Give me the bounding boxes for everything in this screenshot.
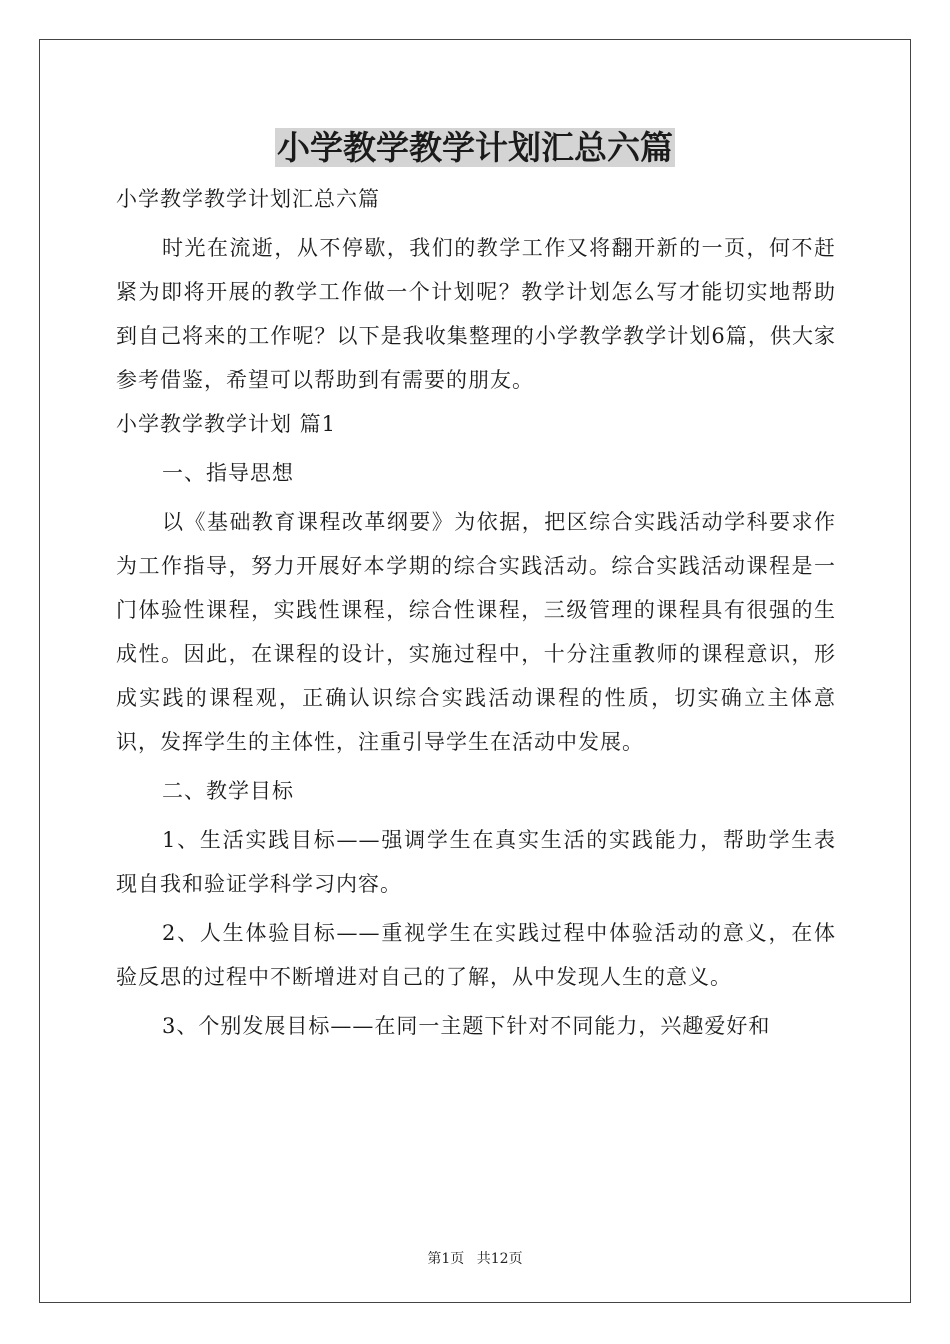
page-number: 第1页 bbox=[427, 1251, 465, 1267]
intro-paragraph: 时光在流逝，从不停歇，我们的教学工作又将翻开新的一页，何不赶紧为即将开展的教学工作做一个计划呢？教学计划怎么写才能切实地帮助到自己将来的工作呢？以下是我收集整理的小学教学教学计划6篇，供大家参考借鉴，希望可以帮助到有需要的朋友。 bbox=[116, 236, 836, 392]
goal-item-2: 2、人生体验目标——重视学生在实践过程中体验活动的意义，在体验反思的过程中不断增进对自己的了解，从中发现人生的意义。 bbox=[116, 921, 836, 989]
paragraph-guiding-ideology: 以《基础教育课程改革纲要》为依据，把区综合实践活动学科要求作为工作指导，努力开展好本学期的综合实践活动。综合实践活动课程是一门体验性课程，实践性课程，综合性课程，三级管理的课程具有很强的生成性。因此，在课程的设计，实施过程中，十分注重教师的课程意识，形成实践的课程观，正确认识综合实践活动课程的性质，切实确立主体意识，发挥学生的主体性，注重引导学生在活动中发展。 bbox=[116, 510, 836, 754]
heading-teaching-goals: 二、教学目标 bbox=[162, 779, 294, 803]
heading-guiding-ideology: 一、指导思想 bbox=[162, 461, 294, 485]
document-subtitle: 小学教学教学计划汇总六篇 bbox=[116, 187, 380, 211]
document-title-text: 小学教学教学计划汇总六篇 bbox=[277, 128, 673, 167]
document-title bbox=[0, 122, 950, 174]
document-body bbox=[116, 177, 836, 1048]
page-footer bbox=[0, 1248, 950, 1268]
section-title: 小学教学教学计划 篇1 bbox=[116, 412, 337, 436]
goal-item-1: 1、生活实践目标——强调学生在真实生活的实践能力，帮助学生表现自我和验证学科学习内容。 bbox=[116, 828, 836, 896]
goal-item-3: 3、个别发展目标——在同一主题下针对不同能力，兴趣爱好和 bbox=[162, 1014, 771, 1038]
page-total: 共12页 bbox=[476, 1251, 523, 1267]
